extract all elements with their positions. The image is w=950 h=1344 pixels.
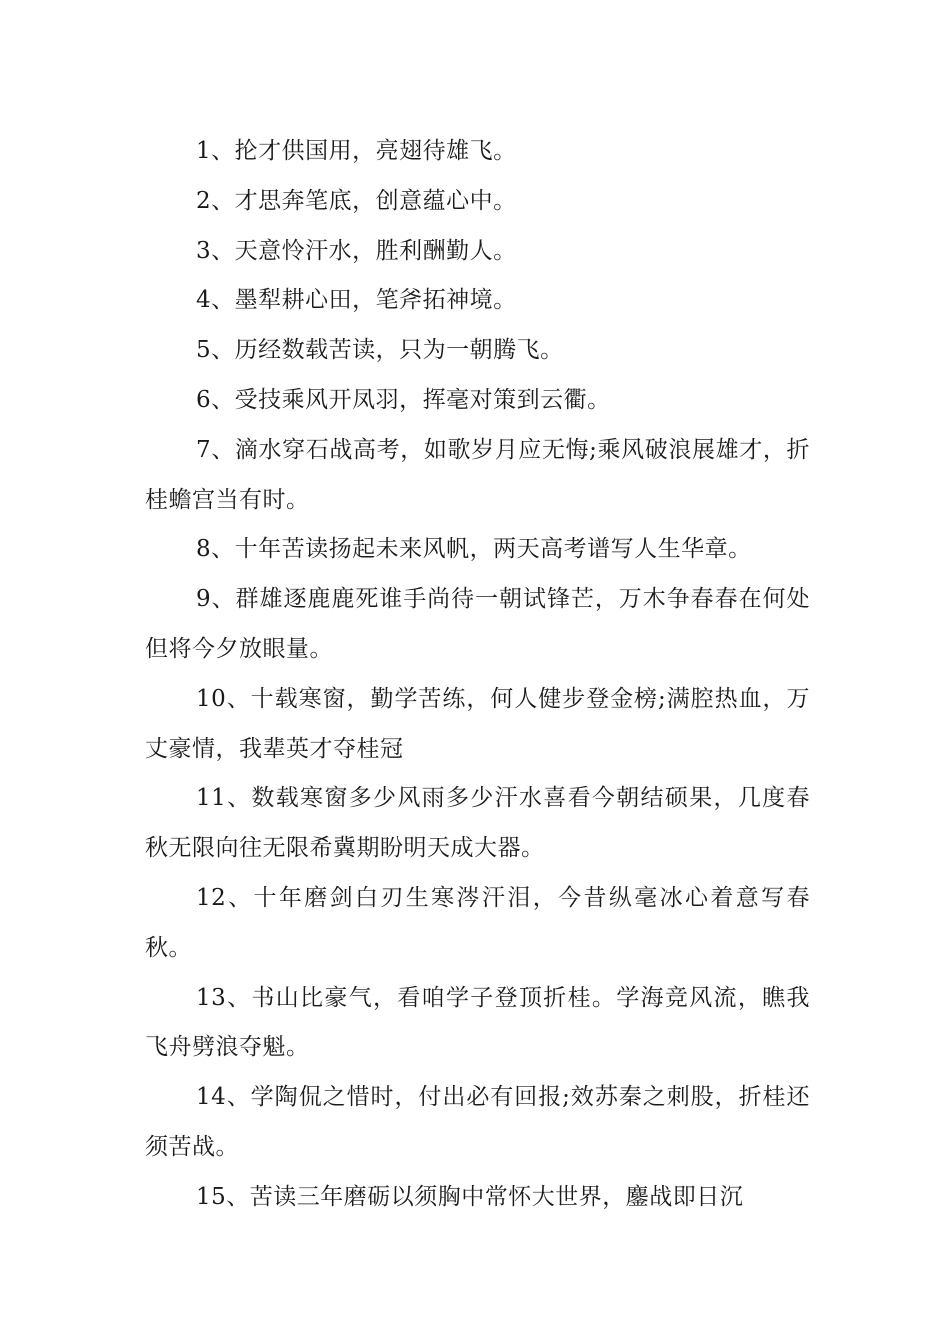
- slogan-list: [145, 127, 810, 1223]
- list-item: 9、群雄逐鹿鹿死谁手尚待一朝试锋芒，万木争春春在何处但将今夕放眼量。: [145, 586, 810, 662]
- list-item: 3、天意怜汗水，胜利酬勤人。: [196, 237, 517, 264]
- list-item: 12、十年磨剑白刃生寒涔汗泪，今昔纵毫冰心着意写春秋。: [145, 884, 810, 961]
- list-item: 15、苦读三年磨砺以须胸中常怀大世界，鏖战即日沉: [196, 1183, 744, 1210]
- list-item: 1、抡才供国用，亮翅待雄飞。: [196, 138, 517, 164]
- list-item: 14、学陶侃之惜时，付出必有回报;效苏秦之刺股，折桂还须苦战。: [145, 1084, 810, 1160]
- list-item: 5、历经数载苦读，只为一朝腾飞。: [196, 337, 564, 364]
- list-item: 11、数载寒窗多少风雨多少汗水喜看今朝结硕果，几度春秋无限向往无限希冀期盼明天成大器。: [145, 785, 810, 862]
- list-item: 10、十载寒窗，勤学苦练，何人健步登金榜;满腔热血，万丈豪情，我辈英才夺桂冠: [145, 685, 810, 762]
- list-item: 13、书山比豪气，看咱学子登顶折桂。学海竞风流，瞧我飞舟劈浪夺魁。: [145, 984, 810, 1061]
- list-item: 8、十年苦读扬起未来风帆，两天高考谱写人生华章。: [196, 536, 752, 563]
- list-item: 4、墨犁耕心田，笔斧拓神境。: [196, 287, 517, 314]
- list-item: 7、滴水穿石战高考，如歌岁月应无悔;乘风破浪展雄才，折桂蟾宫当有时。: [145, 436, 810, 513]
- list-item: 2、才思奔笔底，创意蕴心中。: [196, 187, 517, 214]
- list-item: 6、受技乘风开凤羽，挥毫对策到云衢。: [196, 386, 611, 413]
